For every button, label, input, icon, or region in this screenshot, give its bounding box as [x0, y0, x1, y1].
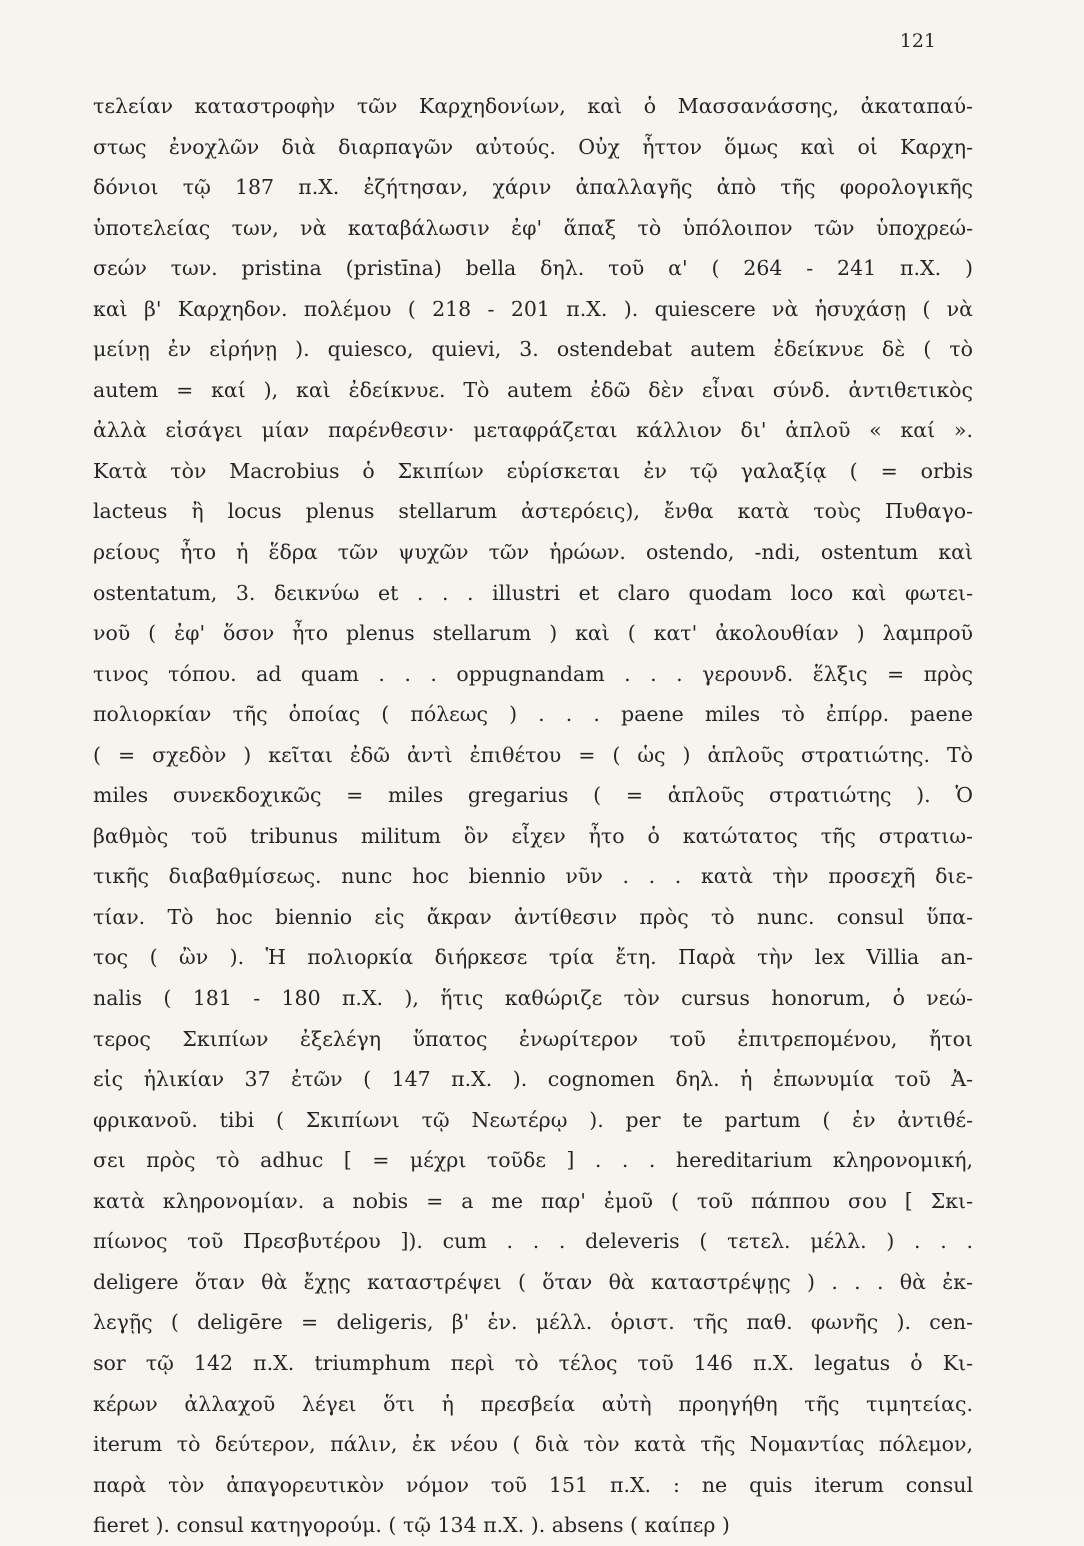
text-line-13: ostentatum, 3. δεικνύω et . . . illustri et claro quodam loco καὶ φωτει- — [93, 580, 973, 605]
text-line-16: πολιορκίαν τῆς ὁποίας ( πόλεως ) . . . paene miles τὸ ἐπίρρ. paene — [93, 702, 973, 727]
text-line-28: κατὰ κληρονομίαν. a nobis = a me παρ' ἐμοῦ ( τοῦ πάππου σου [ Σκι- — [93, 1188, 973, 1213]
text-line-24: τερος Σκιπίων ἐξελέγη ὕπατος ἐνωρίτερον τοῦ ἐπιτρεπομένου, ἤτοι — [93, 1026, 973, 1051]
text-line-07: μείνῃ ἐν εἰρήνῃ ). quiesco, quievi, 3. ostendebat autem ἐδείκνυε δὲ ( τὸ — [93, 337, 973, 362]
text-line-32: sor τῷ 142 π.Χ. triumphum περὶ τὸ τέλος τοῦ 146 π.Χ. legatus ὁ Κι- — [93, 1350, 973, 1375]
page-number: 121 — [899, 30, 936, 52]
text-line-34: iterum τὸ δεύτερον, πάλιν, ἐκ νέου ( διὰ τὸν κατὰ τῆς Νομαντίας πόλεμον, — [93, 1432, 973, 1457]
text-line-30: deligere ὅταν θὰ ἔχῃς καταστρέψει ( ὅταν θὰ καταστρέψῃς ) . . . θὰ ἐκ- — [93, 1269, 973, 1294]
text-line-23: nalis ( 181 - 180 π.Χ. ), ἥτις καθώριζε τὸν cursus honorum, ὁ νεώ- — [93, 986, 973, 1011]
text-line-25: εἰς ἡλικίαν 37 ἐτῶν ( 147 π.Χ. ). cognomen δηλ. ἡ ἐπωνυμία τοῦ Ἀ- — [93, 1067, 973, 1092]
text-line-09: ἀλλὰ εἰσάγει μίαν παρένθεσιν· μεταφράζεται κάλλιον δι' ἁπλοῦ « καί ». — [93, 418, 973, 443]
text-line-03: δόνιοι τῷ 187 π.Χ. ἐζήτησαν, χάριν ἀπαλλαγῆς ἀπὸ τῆς φορολογικῆς — [93, 175, 973, 200]
text-line-06: καὶ β' Καρχηδον. πολέμου ( 218 - 201 π.Χ. ). quiescere νὰ ἡσυχάσῃ ( νὰ — [93, 296, 973, 321]
text-line-31: λεγῇς ( deligēre = deligeris, β' ἑν. μέλλ. ὁριστ. τῆς παθ. φωνῆς ). cen- — [93, 1310, 973, 1335]
text-line-08: autem = καί ), καὶ ἐδείκνυε. Τὸ autem ἐδῶ δὲν εἶναι σύνδ. ἀντιθετικὸς — [93, 377, 973, 402]
text-line-19: βαθμὸς τοῦ tribunus militum ὃν εἶχεν ἦτο ὁ κατώτατος τῆς στρατιω- — [93, 823, 973, 848]
text-line-21: τίαν. Τὸ hoc biennio εἰς ἄκραν ἀντίθεσιν πρὸς τὸ nunc. consul ὕπα- — [93, 904, 973, 929]
text-line-22: τος ( ὢν ). Ἡ πολιορκία διήρκεσε τρία ἔτη. Παρὰ τὴν lex Villia an- — [93, 945, 973, 970]
commentary-text — [93, 86, 973, 1546]
text-line-18: miles συνεκδοχικῶς = miles gregarius ( = ἁπλοῦς στρατιώτης ). Ὁ — [93, 783, 973, 808]
text-line-14: νοῦ ( ἐφ' ὅσον ἦτο plenus stellarum ) καὶ ( κατ' ἀκολουθίαν ) λαμπροῦ — [93, 621, 973, 646]
text-line-12: ρείους ἦτο ἡ ἕδρα τῶν ψυχῶν τῶν ἡρώων. ostendo, -ndi, ostentum καὶ — [93, 540, 973, 565]
text-line-26: φρικανοῦ. tibi ( Σκιπίωνι τῷ Νεωτέρῳ ). per te partum ( ἐν ἀντιθέ- — [93, 1107, 973, 1132]
text-line-20: τικῆς διαβαθμίσεως. nunc hoc biennio νῦν . . . κατὰ τὴν προσεχῆ διε- — [93, 864, 973, 889]
text-line-02: στως ἐνοχλῶν διὰ διαρπαγῶν αὐτούς. Οὐχ ἧττον ὅμως καὶ οἱ Καρχη- — [93, 134, 973, 159]
text-line-36: fieret ). consul κατηγορούμ. ( τῷ 134 π.Χ. ). absens ( καίπερ ) — [93, 1513, 730, 1538]
text-line-27: σει πρὸς τὸ adhuc [ = μέχρι τοῦδε ] . . . hereditarium κληρονομική, — [93, 1148, 973, 1173]
text-line-15: τινος τόπου. ad quam . . . oppugnandam . . . γερουνδ. ἕλξις = πρὸς — [93, 661, 973, 686]
text-line-10: Κατὰ τὸν Macrobius ὁ Σκιπίων εὑρίσκεται ἐν τῷ γαλαξίᾳ ( = orbis — [93, 458, 973, 483]
text-line-05: σεών των. pristina (pristīna) bella δηλ. τοῦ α' ( 264 - 241 π.Χ. ) — [93, 256, 973, 281]
text-line-04: ὑποτελείας των, νὰ καταβάλωσιν ἐφ' ἅπαξ τὸ ὑπόλοιπον τῶν ὑποχρεώ- — [93, 215, 973, 240]
text-line-33: κέρων ἀλλαχοῦ λέγει ὅτι ἡ πρεσβεία αὐτὴ προηγήθη τῆς τιμητείας. — [93, 1391, 973, 1416]
text-line-01: τελείαν καταστροφὴν τῶν Καρχηδονίων, καὶ ὁ Μασσανάσσης, ἀκαταπαύ- — [93, 94, 973, 118]
text-line-17: ( = σχεδὸν ) κεῖται ἐδῶ ἀντὶ ἐπιθέτου = ( ὡς ) ἁπλοῦς στρατιώτης. Τὸ — [93, 742, 973, 767]
text-line-29: πίωνος τοῦ Πρεσβυτέρου ]). cum . . . deleveris ( τετελ. μέλλ. ) . . . — [93, 1229, 973, 1254]
text-line-11: lacteus ἢ locus plenus stellarum ἀστερόεις), ἔνθα κατὰ τοὺς Πυθαγο- — [93, 499, 973, 524]
text-line-35: παρὰ τὸν ἀπαγορευτικὸν νόμον τοῦ 151 π.Χ. : ne quis iterum consul — [93, 1472, 973, 1497]
